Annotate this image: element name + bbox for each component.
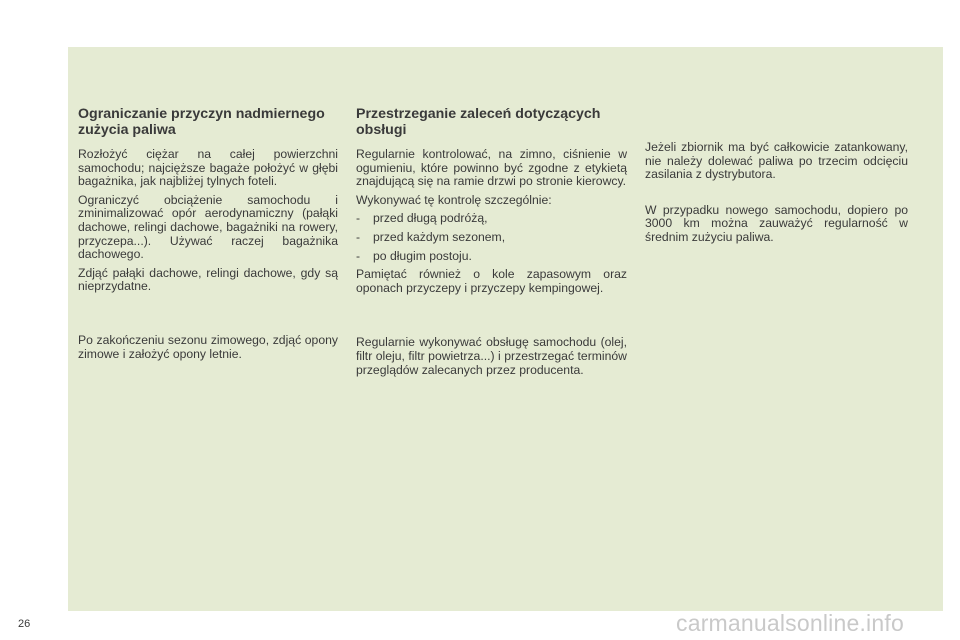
paragraph-new-car: W przypadku nowego samochodu, dopiero po 3000 km można zauważyć regularność w średnim zużyciu paliwa.: [645, 202, 908, 244]
paragraph-fuel-tank: Jeżeli zbiornik ma być całkowicie zatankowany, nie należy dolewać paliwa po trzecim odcięciu zasilania z dystrybutora.: [645, 140, 908, 182]
list-item: [356, 231, 627, 245]
paragraph-service-schedule: Regularnie wykonywać obsługę samochodu (olej, filtr oleju, filtr powietrza...) i przestrzegać terminów przeglądów zalecanych przez producenta.: [356, 335, 627, 377]
page-number: 26: [18, 618, 31, 630]
column-maintenance: [356, 106, 627, 382]
list-item: [356, 250, 627, 264]
list-dash: -: [356, 248, 361, 263]
list-item-text: po długim postoju.: [373, 248, 472, 263]
list-dash: -: [356, 229, 361, 244]
paragraph-remove-roof-bars: Zdjąć pałąki dachowe, relingi dachowe, gdy są nieprzydatne.: [78, 265, 338, 294]
list-item-text: przed długą podróżą,: [373, 211, 488, 226]
heading-maintenance: Przestrzeganie zaleceń dotyczących obsługi: [356, 106, 601, 138]
list-item: [356, 212, 627, 226]
watermark-text: carmanualsonline.info: [676, 610, 904, 636]
paragraph-check-when: Wykonywać tę kontrolę szczególnie:: [356, 192, 552, 207]
paragraph-spare-wheel: Pamiętać również o kole zapasowym oraz oponach przyczepy i przyczepy kempingowej.: [356, 267, 627, 295]
paragraph-load-distribution: Rozłożyć ciężar na całej powierzchni samochodu; najcięższe bagaże położyć w głębi bagażnika, jak najbliżej tylnych foteli.: [78, 147, 338, 189]
list-dash: -: [356, 211, 361, 226]
paragraph-limit-load: Ograniczyć obciążenie samochodu i zminimalizować opór aerodynamiczny (pałąki dachowe, relingi dachowe, bagażniki na rowery, przyczepa...). Używać raczej bagażnika dachowego.: [78, 192, 338, 262]
list-item-text: przed każdym sezonem,: [373, 229, 506, 244]
heading-fuel-consumption: Ograniczanie przyczyn nadmiernego zużycia paliwa: [78, 106, 325, 138]
column-fuel-consumption: [78, 106, 338, 366]
column-notes: [645, 141, 908, 250]
paragraph-tyre-pressure: Regularnie kontrolować, na zimno, ciśnienie w ogumieniu, które powinno być zgodne z etykietą znajdującą się na ramie drzwi po stronie kierowcy.: [356, 147, 627, 189]
paragraph-winter-tyres: Po zakończeniu sezonu zimowego, zdjąć opony zimowe i założyć opony letnie.: [78, 332, 338, 361]
